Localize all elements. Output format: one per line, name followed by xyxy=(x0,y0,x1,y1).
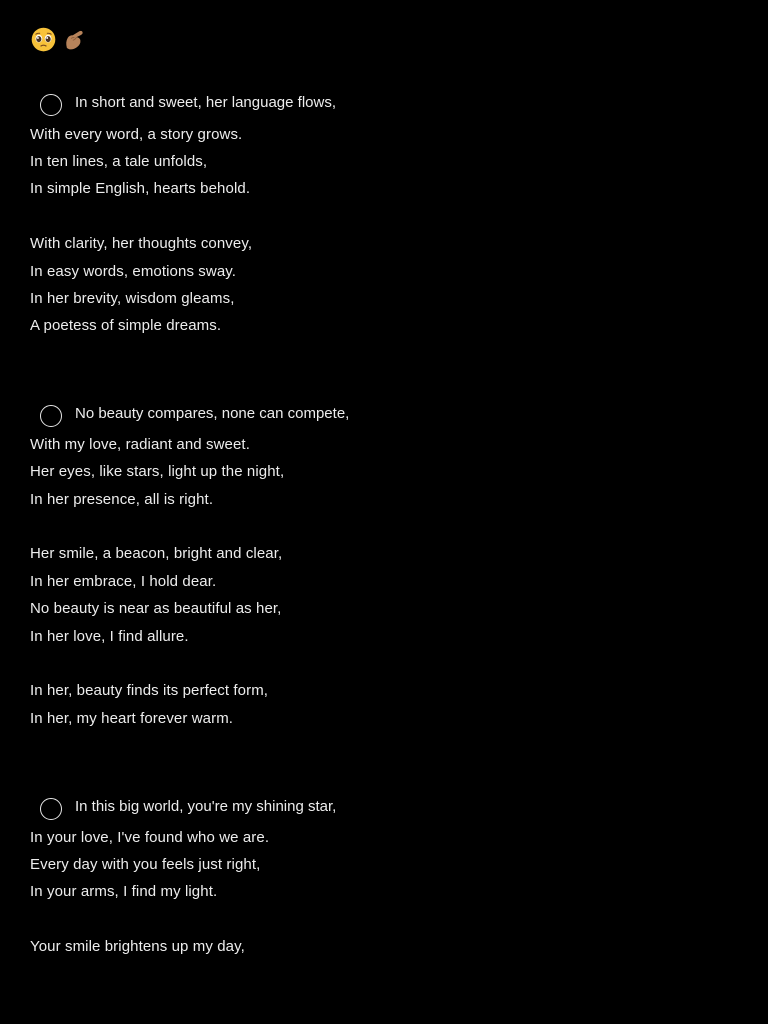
poem-line: In easy words, emotions sway. xyxy=(30,263,237,280)
poem-line: In her embrace, I hold dear. xyxy=(30,573,217,590)
poem-line: A poetess of simple dreams. xyxy=(30,317,222,334)
checklist-item[interactable] xyxy=(40,403,349,429)
checklist-checkbox[interactable] xyxy=(40,798,62,820)
checklist-item[interactable] xyxy=(40,796,336,822)
poem-line: With my love, radiant and sweet. xyxy=(30,436,250,453)
checklist-item-text: In this big world, you're my shining star, xyxy=(75,797,337,815)
pinched-hand-icon xyxy=(61,26,88,53)
checklist-checkbox[interactable] xyxy=(40,405,62,427)
poem-line: Her smile, a beacon, bright and clear, xyxy=(30,545,283,562)
checklist-item-text: In short and sweet, her language flows, xyxy=(75,93,336,111)
emoji-header xyxy=(30,24,88,54)
poem-line: With every word, a story grows. xyxy=(30,126,243,143)
pleading-face-icon xyxy=(30,26,57,53)
poem-line: With clarity, her thoughts convey, xyxy=(30,235,253,252)
poem-line: No beauty is near as beautiful as her, xyxy=(30,600,282,617)
poem-line: In your love, I've found who we are. xyxy=(30,829,270,846)
checklist-checkbox[interactable] xyxy=(40,94,62,116)
poem-line: Her eyes, like stars, light up the night, xyxy=(30,463,285,480)
poem-line: In her presence, all is right. xyxy=(30,491,214,508)
poem-line: In ten lines, a tale unfolds, xyxy=(30,153,208,170)
poem-line: In her, my heart forever warm. xyxy=(30,710,234,727)
poem-line: In her brevity, wisdom gleams, xyxy=(30,290,235,307)
poem-line: In her, beauty finds its perfect form, xyxy=(30,682,269,699)
poem-line: Every day with you feels just right, xyxy=(30,856,261,873)
poem-line: In simple English, hearts behold. xyxy=(30,180,251,197)
poem-line: Your smile brightens up my day, xyxy=(30,938,245,955)
poem-line: In your arms, I find my light. xyxy=(30,883,218,900)
checklist-item[interactable] xyxy=(40,92,336,118)
checklist-item-text: No beauty compares, none can compete, xyxy=(75,404,350,422)
poem-line: In her love, I find allure. xyxy=(30,628,189,645)
